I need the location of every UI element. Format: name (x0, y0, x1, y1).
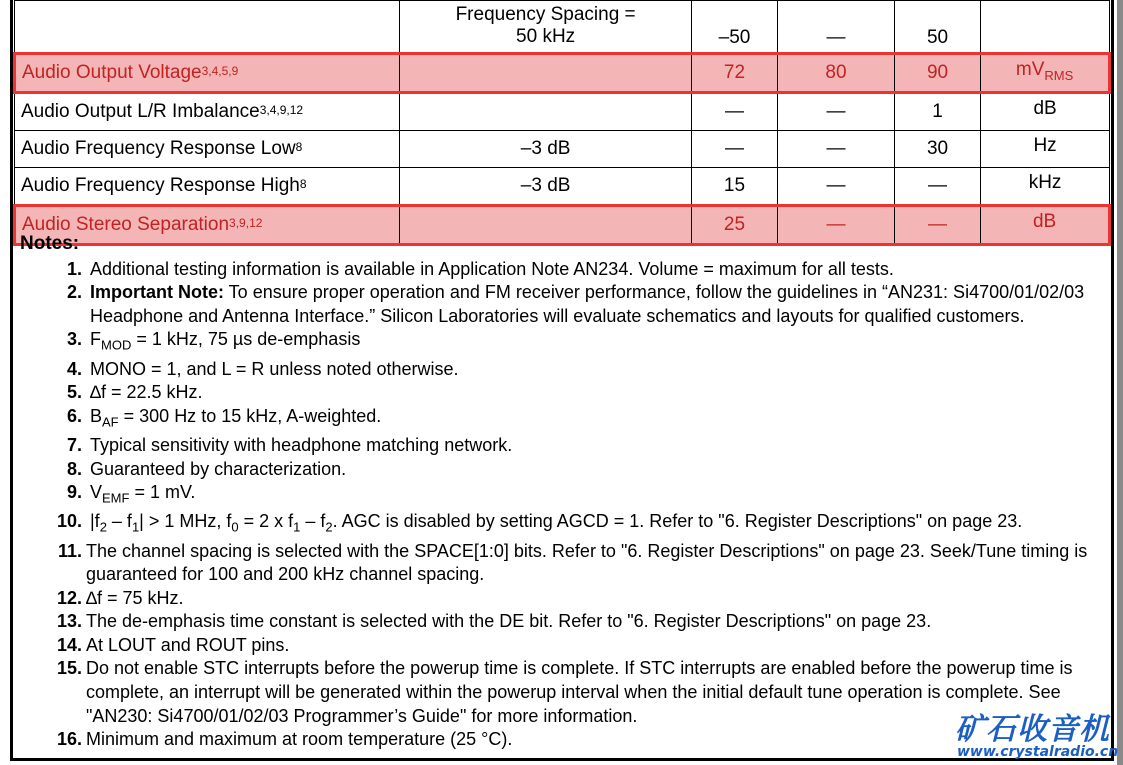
note-text-rest: = 300 Hz to 15 kHz, A-weighted. (118, 405, 382, 426)
note-number: 3. (66, 329, 82, 350)
note-part: – f (106, 511, 132, 532)
note-item (20, 610, 1110, 634)
note-text (82, 510, 1110, 539)
condition-cell: –3 dB (400, 131, 691, 168)
note-subscript: 0 (231, 519, 239, 535)
note-text: Minimum and maximum at room temperature (25 °C). (86, 729, 513, 750)
note-subscript: 1 (131, 519, 140, 535)
note-number: 11. (57, 540, 82, 561)
unit-cell (981, 168, 1110, 206)
note-item (20, 540, 1110, 587)
note-text (82, 405, 1110, 434)
note-part: – f (300, 511, 326, 532)
note-text: Typical sensitivity with headphone matching network. (90, 434, 513, 455)
param-label: Audio Frequency Response Low (21, 138, 296, 159)
table-row (15, 168, 1110, 206)
note-text: MONO = 1, and L = R unless noted otherwise. (90, 358, 459, 379)
note-item (20, 381, 1110, 405)
table-row (15, 93, 1110, 131)
param-cell (15, 1, 400, 54)
condition-line: Frequency Spacing = (455, 4, 636, 25)
scrollbar[interactable] (1117, 0, 1123, 765)
param-label: Audio Output L/R Imbalance (21, 101, 260, 122)
note-text-rest: To ensure proper operation and FM receiver performance, follow the guidelines in “AN231: Si4700/01/02/03 Headphone and Antenna Interface.” Silicon Laboratories will evaluate schematics and layouts for qualified customers. (90, 282, 1085, 326)
note-part: |f (90, 511, 100, 532)
note-subscript: 2 (325, 519, 333, 535)
note-item (20, 281, 1110, 328)
unit-cell (981, 93, 1110, 131)
note-item (20, 587, 1110, 611)
note-item (20, 458, 1110, 482)
max-cell: 90 (894, 54, 980, 93)
note-text-rest: = 1 kHz, 75 µs de-emphasis (131, 329, 361, 350)
note-item (20, 434, 1110, 458)
min-cell: — (691, 131, 777, 168)
unit-main: kHz (1028, 172, 1062, 194)
note-number: 1. (66, 258, 82, 279)
unit-cell (981, 131, 1110, 168)
condition-cell: –3 dB (400, 168, 691, 206)
condition-cell (400, 1, 691, 54)
note-number: 13. (56, 611, 82, 632)
note-subscript: EMF (102, 490, 130, 506)
param-cell (15, 54, 400, 93)
typ-cell: — (778, 93, 895, 131)
unit-main: mV (1015, 59, 1045, 81)
typ-cell: — (778, 206, 895, 245)
unit-sub: RMS (1044, 67, 1074, 83)
unit-cell (981, 1, 1110, 54)
param-label: Audio Stereo Separation (22, 214, 230, 235)
note-item (20, 657, 1110, 728)
note-part: = 2 x f (238, 511, 294, 532)
condition-line: 50 kHz (516, 26, 576, 47)
param-cell (15, 131, 400, 168)
param-label: Audio Output Voltage (22, 62, 202, 83)
note-text: Do not enable STC interrupts before the powerup time is complete. If STC interrupts are enabled before the powerup time is complete, an interrupt will be generated within the powerup interval when the initial default tune operation is complete. See "AN230: Si4700/01/02/03 Programmer’s Guide" for more information. (86, 658, 1073, 726)
spec-table (13, 0, 1111, 246)
min-cell: — (691, 93, 777, 131)
note-number: 8. (66, 458, 82, 479)
note-subscript: MOD (101, 337, 132, 353)
max-cell: 30 (894, 131, 980, 168)
max-cell: 1 (894, 93, 980, 131)
note-number: 16. (56, 729, 82, 750)
note-item (20, 328, 1110, 357)
note-ref: 8 (295, 140, 303, 154)
notes-section (20, 232, 1110, 752)
watermark-logo: 矿石收音机 (955, 712, 1110, 747)
note-text-rest: = 1 mV. (129, 482, 196, 503)
condition-cell (400, 54, 691, 93)
note-text: At LOUT and ROUT pins. (86, 634, 290, 655)
unit-main: Hz (1033, 135, 1057, 157)
note-ref: 3,4,9,12 (259, 103, 304, 117)
note-lead: Important Note: (90, 282, 224, 303)
note-subscript: 1 (293, 519, 301, 535)
note-number: 10. (56, 511, 82, 532)
min-cell: –50 (691, 1, 777, 54)
max-cell: 50 (894, 1, 980, 54)
table-row (15, 131, 1110, 168)
unit-cell (981, 54, 1110, 93)
min-cell: 25 (691, 206, 777, 245)
min-cell: 15 (691, 168, 777, 206)
note-number: 12. (56, 587, 82, 608)
note-symbol: F (90, 329, 101, 350)
note-item (20, 634, 1110, 658)
condition-cell (400, 93, 691, 131)
note-text (82, 281, 1110, 328)
note-item (20, 728, 1110, 752)
note-text: Guaranteed by characterization. (90, 458, 347, 479)
watermark (955, 704, 1119, 760)
max-cell: — (894, 168, 980, 206)
typ-cell: — (778, 168, 895, 206)
note-item (20, 258, 1110, 282)
notes-title: Notes: (20, 233, 80, 254)
note-symbol: V (90, 482, 103, 503)
param-label: Audio Frequency Response High (21, 175, 300, 196)
note-text: ∆f = 22.5 kHz. (90, 382, 203, 403)
note-text (82, 328, 1110, 357)
note-text: Additional testing information is available in Application Note AN234. Volume = maximum for all tests. (90, 258, 894, 279)
min-cell: 72 (691, 54, 777, 93)
note-number: 14. (56, 634, 82, 655)
unit-main: dB (1032, 211, 1057, 233)
typ-cell: 80 (778, 54, 895, 93)
note-part: . AGC is disabled by setting AGCD = 1. Refer to "6. Register Descriptions" on page 23. (332, 511, 1023, 532)
note-ref: 3,9,12 (229, 216, 263, 230)
note-ref: 3,4,5,9 (201, 64, 239, 78)
note-number: 7. (66, 434, 82, 455)
note-ref: 8 (299, 177, 307, 191)
note-text: The de-emphasis time constant is selected with the DE bit. Refer to "6. Register Descriptions" on page 23. (86, 611, 932, 632)
param-cell (15, 93, 400, 131)
note-item (20, 510, 1110, 539)
note-item (20, 481, 1110, 510)
note-number: 6. (66, 405, 82, 426)
typ-cell: — (778, 131, 895, 168)
note-text: The channel spacing is selected with the SPACE[1:0] bits. Refer to "6. Register Descriptions" on page 23. Seek/Tune timing is guaranteed for 100 and 200 kHz channel spacing. (86, 540, 1088, 585)
note-number: 15. (56, 658, 82, 679)
watermark-url: www.crystalradio.cn (957, 744, 1119, 760)
note-text: ∆f = 75 kHz. (86, 587, 184, 608)
note-number: 9. (66, 482, 82, 503)
note-number: 2. (66, 282, 82, 303)
unit-main: dB (1033, 98, 1057, 120)
table-row-highlighted (15, 54, 1110, 93)
note-number: 4. (66, 358, 82, 379)
note-part: | > 1 MHz, f (139, 511, 232, 532)
note-item (20, 358, 1110, 382)
note-text (82, 481, 1110, 510)
param-cell (15, 168, 400, 206)
typ-cell: — (778, 1, 895, 54)
note-symbol: B (90, 405, 103, 426)
max-cell: — (894, 206, 980, 245)
table-row (15, 1, 1110, 54)
note-subscript: 2 (99, 519, 107, 535)
note-number: 5. (66, 382, 82, 403)
note-subscript: AF (102, 414, 119, 430)
note-item (20, 405, 1110, 434)
